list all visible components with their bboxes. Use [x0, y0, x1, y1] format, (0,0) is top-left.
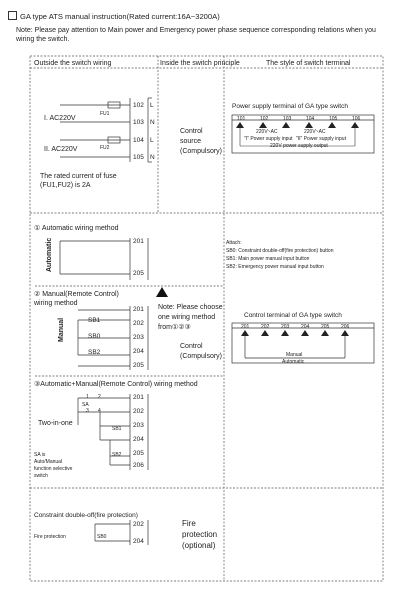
sb1-label: SB1 [88, 317, 101, 324]
power-terminal-title: Power supply terminal of GA type switch [232, 103, 348, 110]
manual-label: ② Manual(Remote Control) wiring method [34, 291, 119, 307]
contact-2: 2 [98, 394, 101, 400]
ct-auto-label: Automatic [282, 359, 305, 365]
wiring-note: Note: Please pay attention to Main power and Emergency power phase sequence corresponding relations when you wiring the switch. [16, 27, 376, 43]
pt-sub3: "I" Power supply input [244, 136, 293, 142]
fire-label: Fire protection [34, 534, 66, 540]
manual-terminal-204: 204 [133, 348, 144, 355]
combo-label: ③Automatic+Manual(Remote Control) wiring method [34, 381, 198, 388]
circuit2-label: II. AC220V [44, 146, 78, 153]
header-outside: Outside the switch wiring [34, 60, 112, 67]
attach-line-3: SB2: Emergency power manual input button [226, 264, 324, 270]
attach-title: Attach: [226, 240, 242, 246]
combo-sb1-label: SB1 [112, 426, 122, 432]
pt-103: 103 [283, 116, 292, 122]
terminal-103: 103 [133, 119, 144, 126]
manual-terminal-201: 201 [133, 306, 144, 313]
pt-102: 102 [260, 116, 269, 122]
warning-icon [156, 287, 168, 297]
pt-sub1: 220V~AC [256, 129, 278, 135]
circuit1-label: I. AC220V [44, 115, 76, 122]
attach-line-2: SB1: Main power manual input button [226, 256, 310, 262]
header-terminal: The style of switch terminal [266, 60, 351, 67]
fuse1-label: FU1 [100, 111, 110, 117]
control-source: Control source (Compulsory) [180, 128, 223, 155]
warning-note: Note: Please choose one wiring method from①②③ [158, 304, 223, 331]
fire-terminal-202: 202 [133, 521, 144, 528]
func-note: SA is Auto/Manual function selective switch [34, 452, 73, 479]
constraint-label: Constraint double-off(fire protection) [34, 512, 138, 519]
pt-sub4: "II" Power supply input [296, 136, 346, 142]
pt-sub2: 220V~AC [304, 129, 326, 135]
ct-205: 205 [321, 324, 330, 330]
pt-104: 104 [306, 116, 315, 122]
terminal-105: 105 [133, 154, 144, 161]
terminal-102-letter: L [150, 102, 154, 109]
fuse2-label: FU2 [100, 145, 110, 151]
fire-note: Fire protection (optional) [182, 519, 218, 550]
pt-106: 106 [352, 116, 361, 122]
combo-terminal-205: 205 [133, 450, 144, 457]
terminal-104: 104 [133, 137, 144, 144]
sb2-label: SB2 [88, 349, 101, 356]
manual-side-label: Manual [58, 317, 65, 342]
auto-terminal-205: 205 [133, 270, 144, 277]
ct-206: 206 [341, 324, 350, 330]
manual-terminal-203: 203 [133, 334, 144, 341]
combo-terminal-203: 203 [133, 422, 144, 429]
combo-terminal-201: 201 [133, 394, 144, 401]
combo-terminal-202: 202 [133, 408, 144, 415]
auto-terminal-201: 201 [133, 238, 144, 245]
fire-sb0-label: SB0 [97, 534, 107, 540]
manual-terminal-202: 202 [133, 320, 144, 327]
attach-line-1: SB0: Constraint double-off(fire protection) button [226, 248, 334, 254]
ct-203: 203 [281, 324, 290, 330]
title-text: GA type ATS manual instruction(Rated current:16A~3200A) [20, 12, 220, 21]
fuse-note: The rated current of fuse (FU1,FU2) is 2A [40, 173, 117, 189]
combo-sb2-label: SB2 [112, 452, 122, 458]
ct-manual-label: Manual [286, 352, 303, 358]
sb0-label: SB0 [88, 333, 101, 340]
combo-terminal-204: 204 [133, 436, 144, 443]
contact-3: 3 [86, 408, 89, 414]
control-terminal-title: Control terminal of GA type switch [244, 312, 342, 319]
ct-204: 204 [301, 324, 310, 330]
auto-label: ① Automatic wiring method [34, 225, 119, 232]
terminal-103-letter: N [150, 119, 155, 126]
terminal-104-letter: L [150, 137, 154, 144]
two-in-one-label: Two-in-one [38, 420, 73, 427]
fire-terminal-204: 204 [133, 538, 144, 545]
pt-sub5: 220V power supply output [270, 143, 328, 149]
terminal-102: 102 [133, 102, 144, 109]
pt-101: 101 [237, 116, 246, 122]
contact-4: 4 [98, 408, 101, 414]
contact-1: 1 [86, 394, 89, 400]
auto-side-label: Automatic [46, 237, 53, 272]
terminal-105-letter: N [150, 154, 155, 161]
control-note: Control (Compulsory) [180, 343, 223, 360]
ct-202: 202 [261, 324, 270, 330]
header-inside: Inside the switch principle [160, 60, 240, 67]
manual-terminal-205: 205 [133, 362, 144, 369]
sa-label: SA [82, 402, 89, 408]
ct-201: 201 [241, 324, 250, 330]
pt-105: 105 [329, 116, 338, 122]
combo-terminal-206: 206 [133, 462, 144, 469]
